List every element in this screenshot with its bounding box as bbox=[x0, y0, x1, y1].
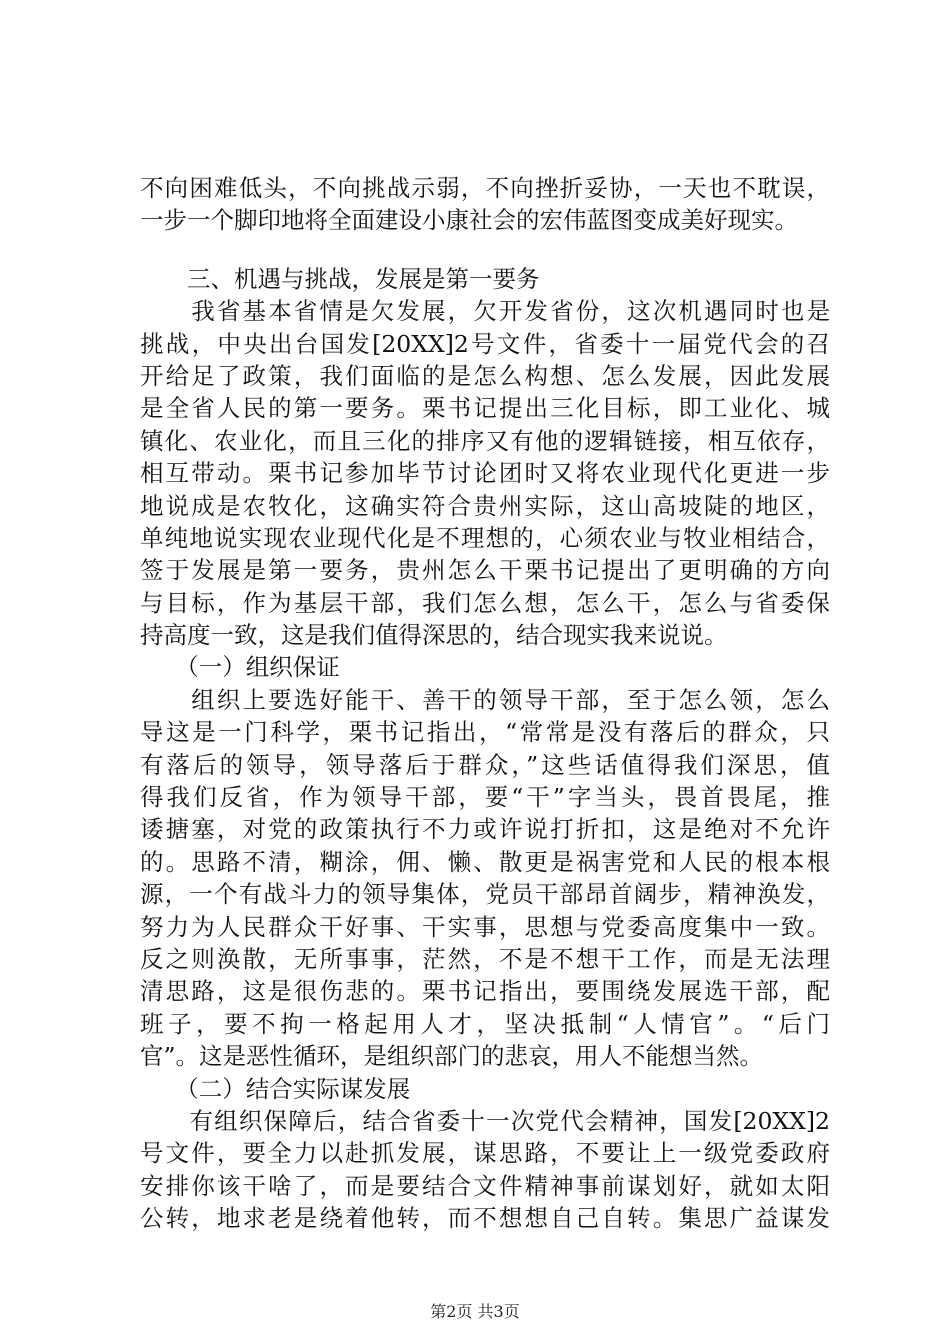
text-line: 导这是一门科学，栗书记指出，“常常是没有落后的群众，只 bbox=[140, 718, 830, 747]
text-line: 不向困难低头，不向挑战示弱，不向挫折妥协，一天也不耽误， bbox=[140, 174, 830, 202]
text-line: 持高度一致，这是我们值得深思的，结合现实我来说说。 bbox=[140, 621, 728, 650]
text-line: 相互带动。栗书记参加毕节讨论团时又将农业现代化更进一步 bbox=[140, 459, 830, 488]
text-line: 地说成是农牧化，这确实符合贵州实际，这山高坡陡的地区， bbox=[140, 491, 830, 520]
document-body bbox=[140, 172, 830, 1235]
page-number-footer: 第2页 共3页 bbox=[430, 1302, 520, 1321]
text-line: 开给足了政策，我们面临的是怎么构想、怎么发展，因此发展 bbox=[140, 361, 830, 390]
text-line: 挑战，中央出台国发[20XX]2号文件，省委十一届党代会的召 bbox=[140, 329, 830, 358]
text-line: 安排你该干啥了，而是要结合文件精神事前谋划好，就如太阳 bbox=[140, 1171, 830, 1200]
text-line: 有组织保障后，结合省委十一次党代会精神，国发[20XX]2 bbox=[140, 1106, 830, 1135]
text-line: 镇化、农业化，而且三化的排序又有他的逻辑链接，相互依存， bbox=[140, 426, 830, 455]
text-line: 公转，地求老是绕着他转，而不想想自己自转。集思广益谋发 bbox=[140, 1204, 830, 1233]
text-line: 反之则涣散，无所事事，茫然，不是不想干工作，而是无法理 bbox=[140, 944, 830, 973]
text-line: 有落后的领导，领导落后于群众，”这些话值得我们深思，值 bbox=[140, 750, 830, 779]
text-line: 我省基本省情是欠发展，欠开发省份，这次机遇同时也是 bbox=[140, 297, 830, 326]
text-line: 单纯地说实现农业现代化是不理想的，心须农业与牧业相结合， bbox=[140, 523, 830, 552]
text-line: 号文件，要全力以赴抓发展，谋思路，不要让上一级党委政府 bbox=[140, 1139, 830, 1168]
section-heading: 三、机遇与挑战，发展是第一要务 bbox=[140, 264, 540, 293]
text-line: 的。思路不清，糊涂，佣、懒、散更是祸害党和人民的根本根 bbox=[140, 847, 830, 876]
text-line: 诿搪塞，对党的政策执行不力或许说打折扣，这是绝对不允许 bbox=[140, 815, 830, 844]
text-line: 清思路，这是很伤悲的。栗书记指出，要围绕发展选干部，配 bbox=[140, 977, 830, 1006]
text-line: 得我们反省，作为领导干部，要“干”字当头，畏首畏尾，推 bbox=[140, 783, 830, 812]
text-line: 签于发展是第一要务，贵州怎么干栗书记提出了更明确的方向 bbox=[140, 556, 830, 585]
text-line: 官”。这是恶性循环，是组织部门的悲哀，用人不能想当然。 bbox=[140, 1042, 764, 1071]
text-line: 源，一个有战斗力的领导集体，党员干部昂首阔步，精神涣发， bbox=[140, 880, 830, 909]
text-line: 班子，要不拘一格起用人才，坚决抵制“人情官”。“后门 bbox=[140, 1009, 830, 1038]
subsection-heading: （二）结合实际谋发展 bbox=[140, 1074, 411, 1103]
paragraph-gap bbox=[140, 237, 830, 263]
text-line: 努力为人民群众干好事、干实事，思想与党委高度集中一致。 bbox=[140, 912, 830, 941]
text-line: 与目标，作为基层干部，我们怎么想，怎么干，怎么与省委保 bbox=[140, 588, 830, 617]
text-line: 组织上要选好能干、善干的领导干部，至于怎么领，怎么 bbox=[140, 685, 830, 714]
text-line: 一步一个脚印地将全面建设小康社会的宏伟蓝图变成美好现实。 bbox=[140, 206, 798, 235]
subsection-heading: （一）组织保证 bbox=[140, 653, 340, 682]
text-line: 是全省人民的第一要务。栗书记提出三化目标，即工业化、城 bbox=[140, 394, 830, 423]
